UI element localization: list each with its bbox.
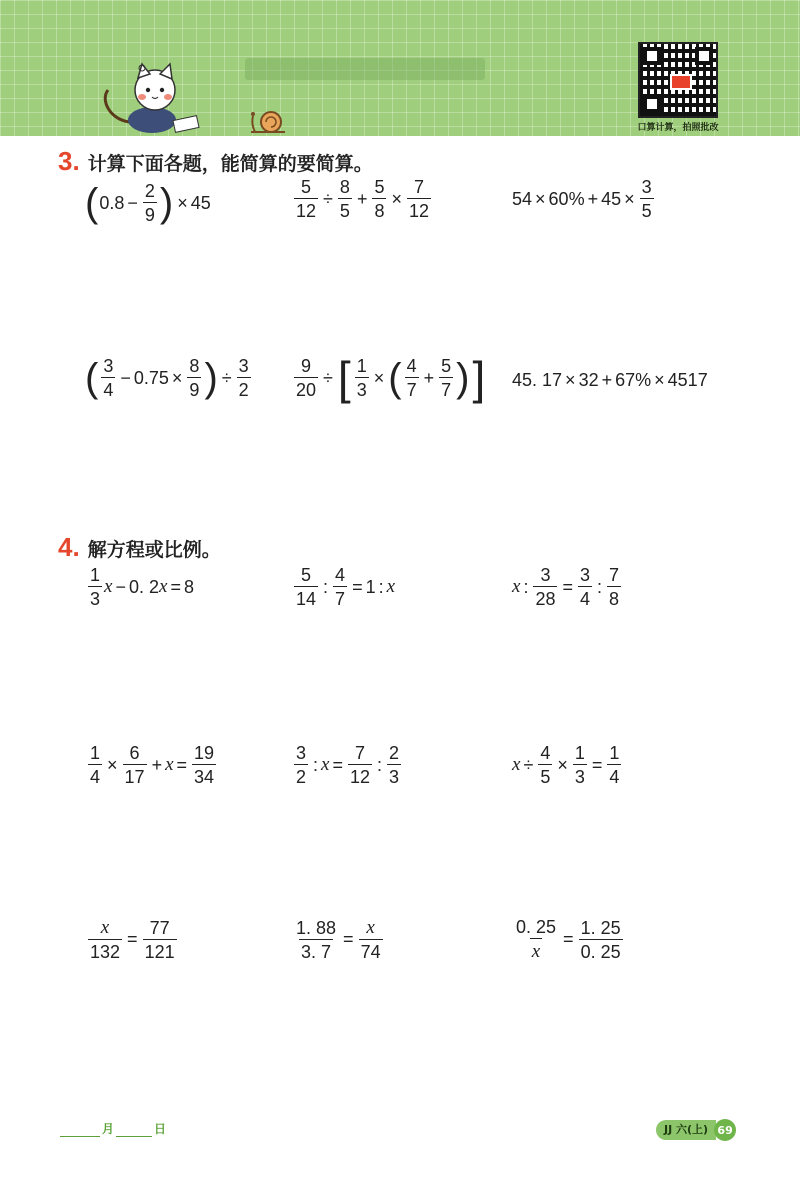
equation-4-3: x : $\frac{3}{28}$ = $\frac{3}{4}$ : 7 8 (512, 565, 620, 609)
equation-4-1: 1 3 x − 0. 2 x = 8 (90, 565, 194, 609)
equation-4-7: $\frac{x}{132}$ = $\frac{77}{121}$ (90, 917, 175, 962)
problem-3-3: 54 × 60% + 45 × $\frac{3}{5}$ (512, 177, 652, 221)
problem-3-6: 45. 17 × 32 + 67% × 4517 (512, 370, 708, 390)
header-banner (0, 0, 800, 136)
section-3-text: 计算下面各题，能简算的要简算。 (87, 153, 373, 175)
problem-3-5: $\frac{9}{20}$ ÷ [ $\frac{1}{3}$ × ( 4 7 + $\frac{5}{7}$ ) ] (296, 352, 486, 404)
month-label: 月 (102, 1122, 115, 1136)
equation-4-2: 5 14 : $\frac{4}{7}$ = 1 : x (296, 565, 396, 609)
section-4-text: 解方程或比例。 (87, 539, 221, 561)
section-4-title (58, 532, 221, 563)
problem-3-2: $\frac{5}{12}$ ÷ $\frac{8}{5}$ + $\frac{5}{8}$ × $\frac{7}{12}$ (296, 177, 430, 221)
problem-3-4: ( 3 4 − 0.75 × $\frac{8}{9}$ ) ÷ $\frac{3}{2}$ (85, 356, 249, 400)
equation-4-5: 3 2 : x = $\frac{7}{12}$ : 2 3 (296, 743, 400, 787)
section-3-title (58, 146, 373, 177)
qr-code[interactable] (638, 42, 718, 118)
section-3-number: 3. (58, 146, 80, 176)
page-number: 69 (714, 1119, 736, 1141)
problem-3-1: ( 0.8 − $\frac{2}{9}$ ) × 45 (85, 181, 211, 225)
footer-date (58, 1120, 166, 1137)
header-title-area (245, 58, 485, 80)
equation-4-6: x ÷ $\frac{4}{5}$ × $\frac{1}{3}$ = $\frac{1}{4}$ (512, 743, 620, 787)
snail-illustration (245, 102, 289, 136)
equation-4-8: $\frac{1. 88}{3. 7}$ = $\frac{x}{74}$ (296, 917, 381, 962)
equation-4-9: $\frac{0. 25}{x}$ = $\frac{1. 25}{0. 25}$ (516, 917, 621, 962)
qr-caption: 口算计算，拍照批改 (637, 123, 719, 133)
cat-illustration (100, 60, 210, 136)
equation-4-4: $\frac{1}{4}$ × $\frac{6}{17}$ + x = $\frac{19}{34}$ (90, 743, 215, 787)
day-label: 日 (154, 1122, 167, 1136)
section-4-number: 4. (58, 532, 80, 562)
footer-badge (656, 1120, 736, 1140)
book-label: JJ 六(上) (656, 1120, 716, 1140)
month-blank[interactable] (60, 1136, 100, 1137)
day-blank[interactable] (116, 1136, 152, 1137)
